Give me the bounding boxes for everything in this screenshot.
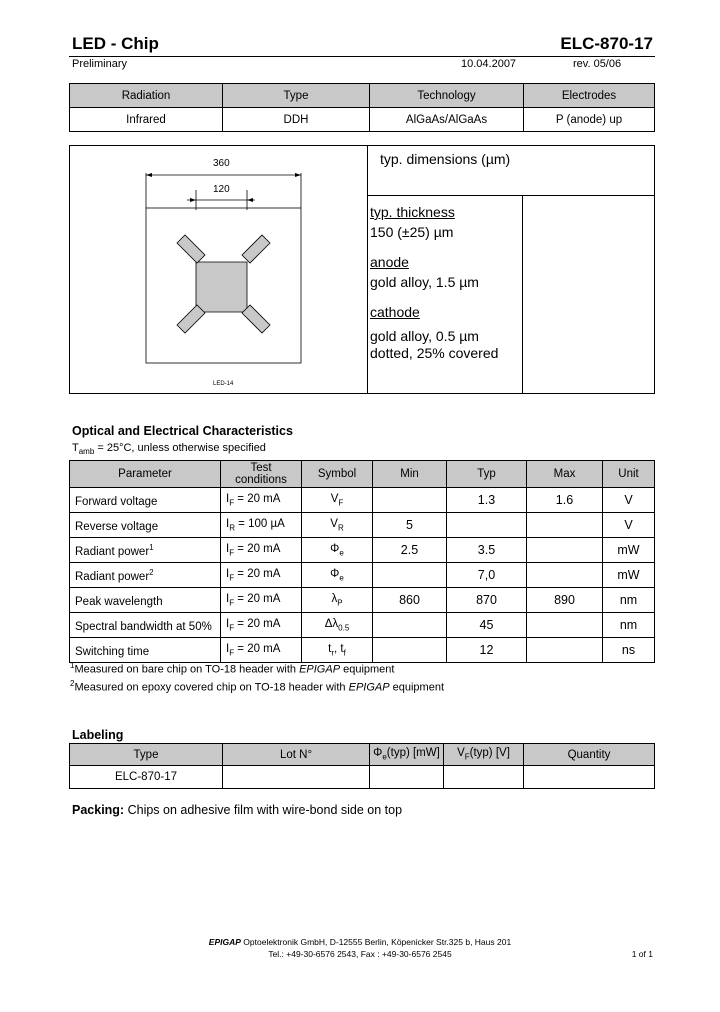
phi-sym: Φ <box>373 747 383 760</box>
cell-condition <box>221 488 302 513</box>
footnote-1 <box>70 661 394 676</box>
optical-body <box>70 488 655 663</box>
label-cell-vf <box>444 766 524 789</box>
vf-sub: F <box>464 752 470 762</box>
cell-text: Peak wavelength <box>75 595 163 608</box>
label-col-type: Type <box>70 744 223 766</box>
cell-parameter <box>70 538 221 563</box>
cell-typ: 1.3 <box>447 488 527 513</box>
fn1-num: 1 <box>70 661 75 670</box>
packing-label: Packing: <box>72 803 125 817</box>
cell-parameter <box>70 588 221 613</box>
col-symbol: Symbol <box>302 461 373 488</box>
cell-text: e <box>339 548 344 558</box>
fn1-brand: EPIGAP <box>299 663 341 676</box>
cell-typ: 7,0 <box>447 563 527 588</box>
cell-text: λ <box>331 592 338 605</box>
table-row <box>70 588 655 613</box>
cell-condition <box>221 563 302 588</box>
cell-max: 890 <box>527 588 603 613</box>
cell-min <box>373 563 447 588</box>
cell-symbol <box>302 613 373 638</box>
cell-text: = 100 µA <box>234 517 285 530</box>
cell-text: Δλ <box>324 617 339 630</box>
col-unit: Unit <box>603 461 655 488</box>
thickness-label: typ. thickness <box>370 204 455 220</box>
cell-unit: ns <box>603 638 655 663</box>
cell-text: = 20 mA <box>234 592 281 605</box>
cell-min: 860 <box>373 588 447 613</box>
cell-min <box>373 488 447 513</box>
cell-text: F <box>229 548 235 558</box>
packing-text: Chips on adhesive film with wire-bond side on top <box>127 803 403 817</box>
thickness-value: 150 (±25) µm <box>370 224 454 240</box>
cell-text: = 20 mA <box>234 642 281 655</box>
cell-unit: mW <box>603 563 655 588</box>
fn1-text: Measured on bare chip on TO-18 header with <box>74 663 300 676</box>
overview-cell: AlGaAs/AlGaAs <box>370 108 524 132</box>
cell-text: Radiant power <box>75 570 150 583</box>
fn2-end: equipment <box>389 681 445 694</box>
labeling-table <box>69 743 655 789</box>
optical-title: Optical and Electrical Characteristics <box>72 424 293 438</box>
cell-unit: V <box>603 513 655 538</box>
fn1-end: equipment <box>340 663 395 676</box>
cell-text: F <box>229 623 235 633</box>
dimensions-rule <box>367 195 655 196</box>
label-cell-qty <box>524 766 655 789</box>
cell-text: Φ <box>330 542 340 555</box>
header-rule <box>69 56 655 57</box>
cell-typ: 3.5 <box>447 538 527 563</box>
cell-symbol <box>302 588 373 613</box>
phi-rest: (typ) [mW] <box>386 747 440 760</box>
fn2-text: Measured on epoxy covered chip on TO-18 header with <box>74 681 349 694</box>
cathode-label: cathode <box>370 304 420 320</box>
label-cell-type: ELC-870-17 <box>70 766 223 789</box>
arrow-right <box>295 173 301 177</box>
overview-header: Radiation <box>70 84 223 108</box>
cell-max: 1.6 <box>527 488 603 513</box>
cell-text: F <box>229 648 235 658</box>
anode-pad <box>177 235 270 333</box>
optical-table <box>69 460 655 663</box>
cell-text: Spectral bandwidth at 50% <box>75 620 212 633</box>
cell-symbol <box>302 638 373 663</box>
arrow-inner-left <box>190 198 196 202</box>
cell-text: Forward voltage <box>75 495 158 508</box>
label-cell-lot <box>223 766 370 789</box>
cell-text: P <box>337 598 343 608</box>
cell-max <box>527 613 603 638</box>
arrow-inner-right <box>247 198 253 202</box>
cell-condition <box>221 513 302 538</box>
cell-text: V <box>330 517 338 530</box>
cell-text: 1 <box>149 542 154 552</box>
cell-text: I <box>226 542 230 555</box>
cell-symbol <box>302 488 373 513</box>
arrow-left <box>146 173 152 177</box>
date-text: 10.04.2007 <box>461 58 517 70</box>
cell-typ: 870 <box>447 588 527 613</box>
cell-condition <box>221 588 302 613</box>
cell-parameter <box>70 488 221 513</box>
table-row <box>70 538 655 563</box>
vf-sym: V <box>457 747 465 760</box>
cell-text: I <box>226 642 230 655</box>
status-text: Preliminary <box>72 58 128 70</box>
table-row <box>70 613 655 638</box>
cell-text: F <box>229 573 235 583</box>
cell-text: = 20 mA <box>234 492 281 505</box>
label-cell-phi <box>370 766 444 789</box>
cell-max <box>527 563 603 588</box>
cell-min <box>373 638 447 663</box>
cell-text: I <box>226 592 230 605</box>
cell-text: Reverse voltage <box>75 520 159 533</box>
table-row <box>70 488 655 513</box>
table-row <box>70 513 655 538</box>
cathode-value-1: gold alloy, 0.5 µm <box>370 328 479 344</box>
cell-parameter <box>70 513 221 538</box>
cell-text: e <box>339 573 344 583</box>
drawing-label: LED-14 <box>213 381 234 387</box>
cell-text: R <box>229 523 235 533</box>
cell-text: F <box>229 598 235 608</box>
cell-text: 0.5 <box>338 623 350 633</box>
cell-text: I <box>226 492 230 505</box>
cell-text: I <box>226 617 230 630</box>
cell-max <box>527 513 603 538</box>
cell-symbol <box>302 563 373 588</box>
cell-unit: nm <box>603 588 655 613</box>
fn2-brand: EPIGAP <box>348 681 390 694</box>
cell-text: = 20 mA <box>234 617 281 630</box>
cell-condition <box>221 613 302 638</box>
overview-header: Electrodes <box>524 84 655 108</box>
labeling-title: Labeling <box>72 728 124 742</box>
label-col-qty: Quantity <box>524 744 655 766</box>
cell-condition <box>221 538 302 563</box>
fn2-num: 2 <box>70 679 75 688</box>
label-col-lot: Lot N° <box>223 744 370 766</box>
cell-condition <box>221 638 302 663</box>
cond-sym: T <box>72 442 79 454</box>
cell-text: t <box>328 642 332 655</box>
cell-unit: nm <box>603 613 655 638</box>
col-test-2: conditions <box>235 474 287 486</box>
cell-text: Φ <box>330 567 340 580</box>
table-row <box>70 638 655 663</box>
cell-symbol <box>302 513 373 538</box>
col-parameter: Parameter <box>70 461 221 488</box>
doc-title-left: LED - Chip <box>72 34 159 53</box>
outer-dim-label: 360 <box>213 158 230 169</box>
footer-address: Optoelektronik GmbH, D-12555 Berlin, Köpenicker Str.325 b, Haus 201 <box>240 937 512 947</box>
cell-text: , t <box>334 642 344 655</box>
cell-max <box>527 638 603 663</box>
overview-cell: Infrared <box>70 108 223 132</box>
table-row <box>70 563 655 588</box>
overview-header: Technology <box>370 84 524 108</box>
cell-text: I <box>226 517 230 530</box>
cell-unit: V <box>603 488 655 513</box>
dimensions-divider-2 <box>522 195 523 394</box>
cell-text: f <box>343 648 346 658</box>
packing-line <box>72 803 402 817</box>
cell-text: V <box>330 492 339 505</box>
cell-symbol <box>302 538 373 563</box>
cathode-value-2: dotted, 25% covered <box>370 345 499 361</box>
col-test-1: Test <box>250 462 272 474</box>
optical-condition <box>72 442 266 456</box>
footer-line-2: Tel.: +49-30-6576 2543, Fax : +49-30-6576 2545 <box>268 949 452 959</box>
cell-text: Radiant power <box>75 545 150 558</box>
overview-table <box>69 83 655 132</box>
cell-text: 2 <box>149 567 154 577</box>
overview-cell: P (anode) up <box>524 108 655 132</box>
chip-drawing <box>69 145 367 394</box>
col-min: Min <box>373 461 447 488</box>
footnote-2 <box>70 679 444 694</box>
cell-text: R <box>337 523 344 533</box>
footer-line-1 <box>0 937 720 947</box>
anode-value: gold alloy, 1.5 µm <box>370 274 479 290</box>
vf-rest: (typ) [V] <box>469 747 510 760</box>
doc-title-right: ELC-870-17 <box>560 34 653 53</box>
cell-min: 5 <box>373 513 447 538</box>
cell-text: F <box>338 498 344 508</box>
dimensions-heading: typ. dimensions (µm) <box>380 151 511 167</box>
label-col-phi <box>370 744 444 766</box>
cell-min <box>373 613 447 638</box>
cell-typ: 45 <box>447 613 527 638</box>
phi-sub: e <box>382 752 387 762</box>
cell-parameter <box>70 563 221 588</box>
cell-text: = 20 mA <box>234 567 281 580</box>
dimensions-divider <box>367 145 368 394</box>
cell-min: 2.5 <box>373 538 447 563</box>
cell-parameter <box>70 638 221 663</box>
cell-parameter <box>70 613 221 638</box>
anode-label: anode <box>370 254 409 270</box>
inner-dim-label: 120 <box>213 184 230 195</box>
revision-text: rev. 05/06 <box>573 58 622 70</box>
cell-text: I <box>226 567 230 580</box>
col-test <box>221 461 302 488</box>
cell-text: r <box>331 648 335 658</box>
cond-sub: amb <box>78 447 95 457</box>
footer-brand: EPIGAP <box>208 937 241 947</box>
overview-header: Type <box>223 84 370 108</box>
cell-typ <box>447 513 527 538</box>
page-number: 1 of 1 <box>631 949 653 959</box>
cond-text: = 25°C, unless otherwise specified <box>94 442 266 454</box>
cell-typ: 12 <box>447 638 527 663</box>
label-col-vf <box>444 744 524 766</box>
cell-text: = 20 mA <box>234 542 281 555</box>
col-typ: Typ <box>447 461 527 488</box>
overview-cell: DDH <box>223 108 370 132</box>
cell-max <box>527 538 603 563</box>
cell-text: F <box>229 498 235 508</box>
cell-text: Switching time <box>75 645 150 658</box>
cell-unit: mW <box>603 538 655 563</box>
col-max: Max <box>527 461 603 488</box>
